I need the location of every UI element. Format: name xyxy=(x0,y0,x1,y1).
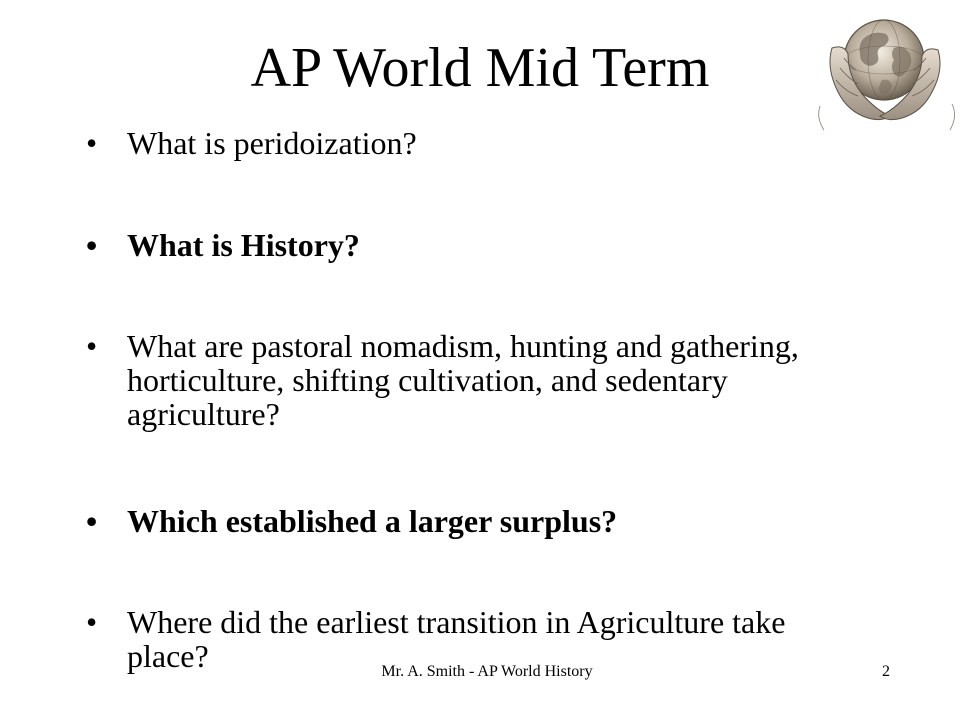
bullet-marker: • xyxy=(86,503,98,539)
list-item xyxy=(80,329,860,431)
list-item xyxy=(80,126,860,160)
globe-in-hands-icon xyxy=(812,8,960,134)
slide-title: AP World Mid Term xyxy=(250,37,710,99)
bullet-text: What is peridoization? xyxy=(127,125,417,161)
list-item xyxy=(80,228,860,262)
bullet-text: Where did the earliest transition in Agriculture take place? xyxy=(127,604,786,674)
list-item xyxy=(80,504,860,538)
bullet-marker: • xyxy=(86,125,98,161)
bullet-text: What is History? xyxy=(127,227,360,263)
bullet-marker: • xyxy=(86,227,98,263)
bullet-text: Which established a larger surplus? xyxy=(127,503,618,539)
page-number: 2 xyxy=(882,663,890,680)
bullet-marker: • xyxy=(86,328,98,364)
bullet-text: What are pastoral nomadism, hunting and gathering, horticulture, shifting cultivation, and sedentary agriculture? xyxy=(127,328,799,432)
footer-text: Mr. A. Smith - AP World History xyxy=(381,663,593,680)
bullet-marker: • xyxy=(86,604,98,640)
